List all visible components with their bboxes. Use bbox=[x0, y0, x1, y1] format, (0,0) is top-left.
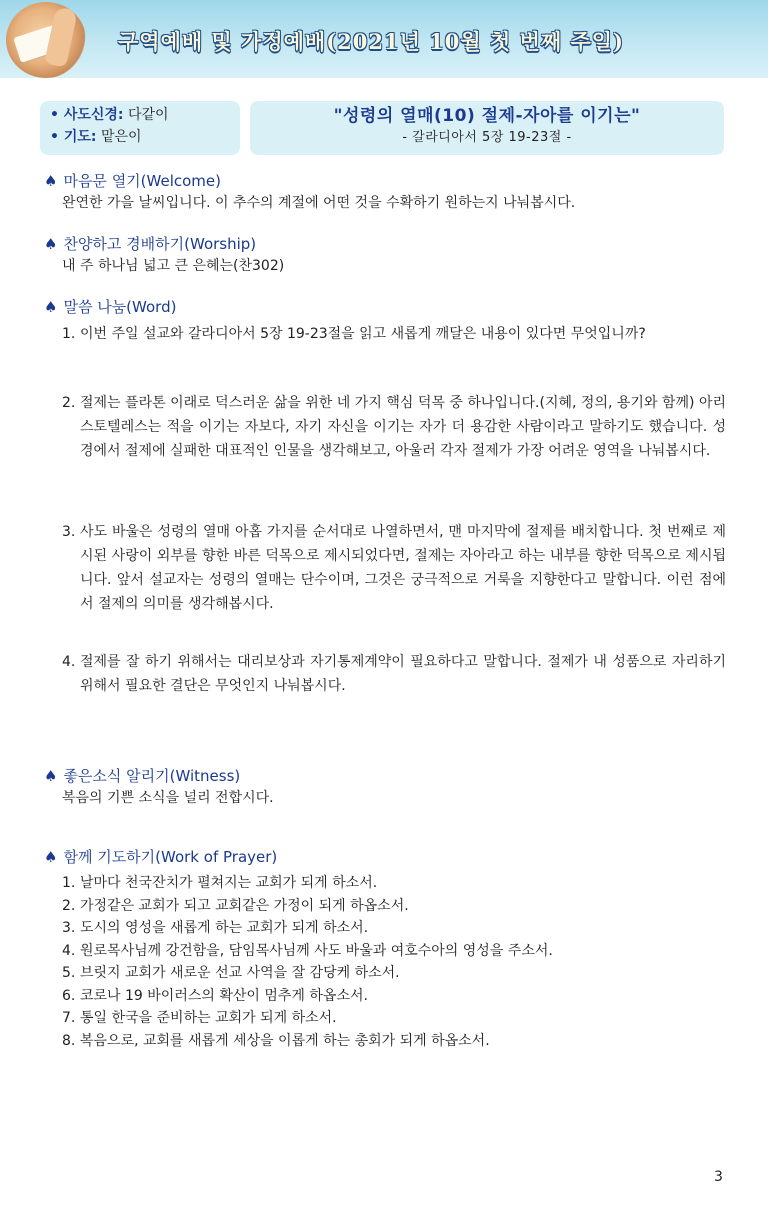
question-text: 사도 바울은 성령의 열매 아홉 가지를 순서대로 나열하면서, 맨 마지막에 절제를 배치합니다. 첫 번째로 제시된 사랑이 외부를 향한 바른 덕목으로 제시되었다면, 절제는 자아라고 하는 내부를 향한 덕목으로 제시됩니다. 앞서 설교자는 성령의 열매는 단수이며, 그것은 궁극적으로 거룩을 지향한다고 말합니다. 이런 점에서 절제의 의미를 생각해봅시다. bbox=[80, 524, 726, 612]
creed-label: • 사도신경: bbox=[50, 107, 124, 123]
list-item bbox=[62, 1007, 722, 1030]
list-item bbox=[62, 985, 722, 1008]
question-number: 3. bbox=[62, 524, 76, 540]
scripture-reference: - 갈라디아서 5장 19-23절 - bbox=[402, 130, 572, 145]
prayer-text: 원로목사님께 강건함을, 담임목사님께 사도 바울과 여호수아의 영성을 주소서. bbox=[80, 942, 553, 959]
spade-icon: ♠ bbox=[44, 848, 58, 866]
word-heading-text: 말씀 나눔(Word) bbox=[63, 298, 177, 316]
spade-icon: ♠ bbox=[44, 172, 58, 190]
question-item bbox=[62, 391, 726, 463]
prayer-heading bbox=[44, 846, 734, 868]
prayer-text: 통일 한국을 준비하는 교회가 되게 하소서. bbox=[80, 1010, 337, 1026]
prayer-line bbox=[50, 126, 240, 148]
prayer-label: • 기도: bbox=[50, 129, 97, 145]
prayer-text: 코로나 19 바이러스의 확산이 멈추게 하옵소서. bbox=[80, 987, 368, 1004]
list-item bbox=[62, 872, 722, 895]
welcome-text: 완연한 가을 날씨입니다. 이 추수의 계절에 어떤 것을 수확하기 원하는지 나눠봅시다. bbox=[62, 195, 576, 211]
prayer-heading-text: 함께 기도하기(Work of Prayer) bbox=[63, 848, 278, 866]
list-item bbox=[62, 1030, 722, 1053]
welcome-heading bbox=[44, 170, 734, 192]
prayer-number: 7. bbox=[62, 1010, 76, 1026]
prayer-number: 6. bbox=[62, 987, 76, 1004]
question-item bbox=[62, 650, 726, 698]
page-header bbox=[0, 0, 768, 78]
question-text: 절제는 플라톤 이래로 덕스러운 삶을 위한 네 가지 핵심 덕목 중 하나입니다.(지혜, 정의, 용기와 함께) 아리스토텔레스는 적을 이기는 자보다, 자기 자신을 이기는 자가 더 용감한 사람이라고 말하기도 했습니다. 성경에서 절제에 실패한 대표적인 인물을 생각해보고, 아울러 각자 절제가 가장 어려운 영역을 나눠봅시다. bbox=[80, 395, 726, 459]
prayer-text: 가정같은 교회가 되고 교회같은 가정이 되게 하옵소서. bbox=[80, 897, 409, 914]
sermon-title: "성령의 열매(10) 절제-자아를 이기는" bbox=[333, 106, 641, 126]
service-info-box bbox=[40, 101, 240, 155]
prayer-value: 맡은이 bbox=[100, 129, 142, 145]
question-number: 1. bbox=[62, 326, 76, 342]
witness-heading-text: 좋은소식 알리기(Witness) bbox=[63, 767, 241, 785]
prayer-number: 8. bbox=[62, 1032, 76, 1049]
prayer-number: 3. bbox=[62, 920, 76, 936]
worship-text: 내 주 하나님 넓고 큰 은혜는(찬302) bbox=[62, 258, 285, 274]
praying-hand-shape bbox=[44, 6, 78, 67]
creed-value: 다같이 bbox=[127, 107, 169, 123]
creed-line bbox=[50, 104, 240, 126]
prayer-number: 2. bbox=[62, 897, 76, 914]
prayer-text: 브릿지 교회가 새로운 선교 사역을 잘 감당케 하소서. bbox=[80, 965, 400, 981]
page-number: 3 bbox=[714, 1169, 723, 1185]
prayer-section bbox=[44, 846, 734, 868]
question-item bbox=[62, 520, 726, 616]
spade-icon: ♠ bbox=[44, 767, 58, 785]
witness-section bbox=[44, 765, 734, 809]
prayer-number: 1. bbox=[62, 875, 76, 891]
witness-text: 복음의 기쁜 소식을 널리 전합시다. bbox=[62, 790, 274, 806]
prayer-number: 4. bbox=[62, 942, 76, 959]
prayer-list bbox=[62, 872, 722, 1052]
bible-hand-photo bbox=[6, 2, 86, 78]
prayer-number: 5. bbox=[62, 965, 76, 981]
question-number: 4. bbox=[62, 654, 76, 670]
spade-icon: ♠ bbox=[44, 235, 58, 253]
question-text: 절제를 잘 하기 위해서는 대리보상과 자기통제계약이 필요하다고 말합니다. 절제가 내 성품으로 자리하기 위해서 필요한 결단은 무엇인지 나눠봅시다. bbox=[80, 654, 726, 694]
witness-heading bbox=[44, 765, 734, 787]
prayer-text: 복음으로, 교회를 새롭게 세상을 이롭게 하는 총회가 되게 하옵소서. bbox=[80, 1032, 490, 1049]
worship-section bbox=[44, 233, 734, 277]
worship-heading-text: 찬양하고 경배하기(Worship) bbox=[63, 235, 257, 253]
page-title: 구역예배 및 가정예배(2021년 10월 첫 번째 주일) bbox=[118, 29, 624, 54]
list-item bbox=[62, 940, 722, 963]
question-item bbox=[62, 322, 726, 346]
sermon-theme-box bbox=[250, 101, 724, 155]
question-text: 이번 주일 설교와 갈라디아서 5장 19-23절을 읽고 새롭게 깨달은 내용이 있다면 무엇입니까? bbox=[80, 326, 646, 342]
prayer-text: 도시의 영성을 새롭게 하는 교회가 되게 하소서. bbox=[80, 920, 369, 936]
list-item bbox=[62, 917, 722, 940]
worship-heading bbox=[44, 233, 734, 255]
question-number: 2. bbox=[62, 395, 76, 411]
word-heading bbox=[44, 296, 734, 318]
welcome-heading-text: 마음문 열기(Welcome) bbox=[63, 172, 221, 190]
welcome-section bbox=[44, 170, 734, 214]
list-item bbox=[62, 895, 722, 918]
list-item bbox=[62, 962, 722, 985]
spade-icon: ♠ bbox=[44, 298, 58, 316]
prayer-text: 날마다 천국잔치가 펼쳐지는 교회가 되게 하소서. bbox=[80, 875, 378, 891]
word-section bbox=[44, 296, 734, 318]
